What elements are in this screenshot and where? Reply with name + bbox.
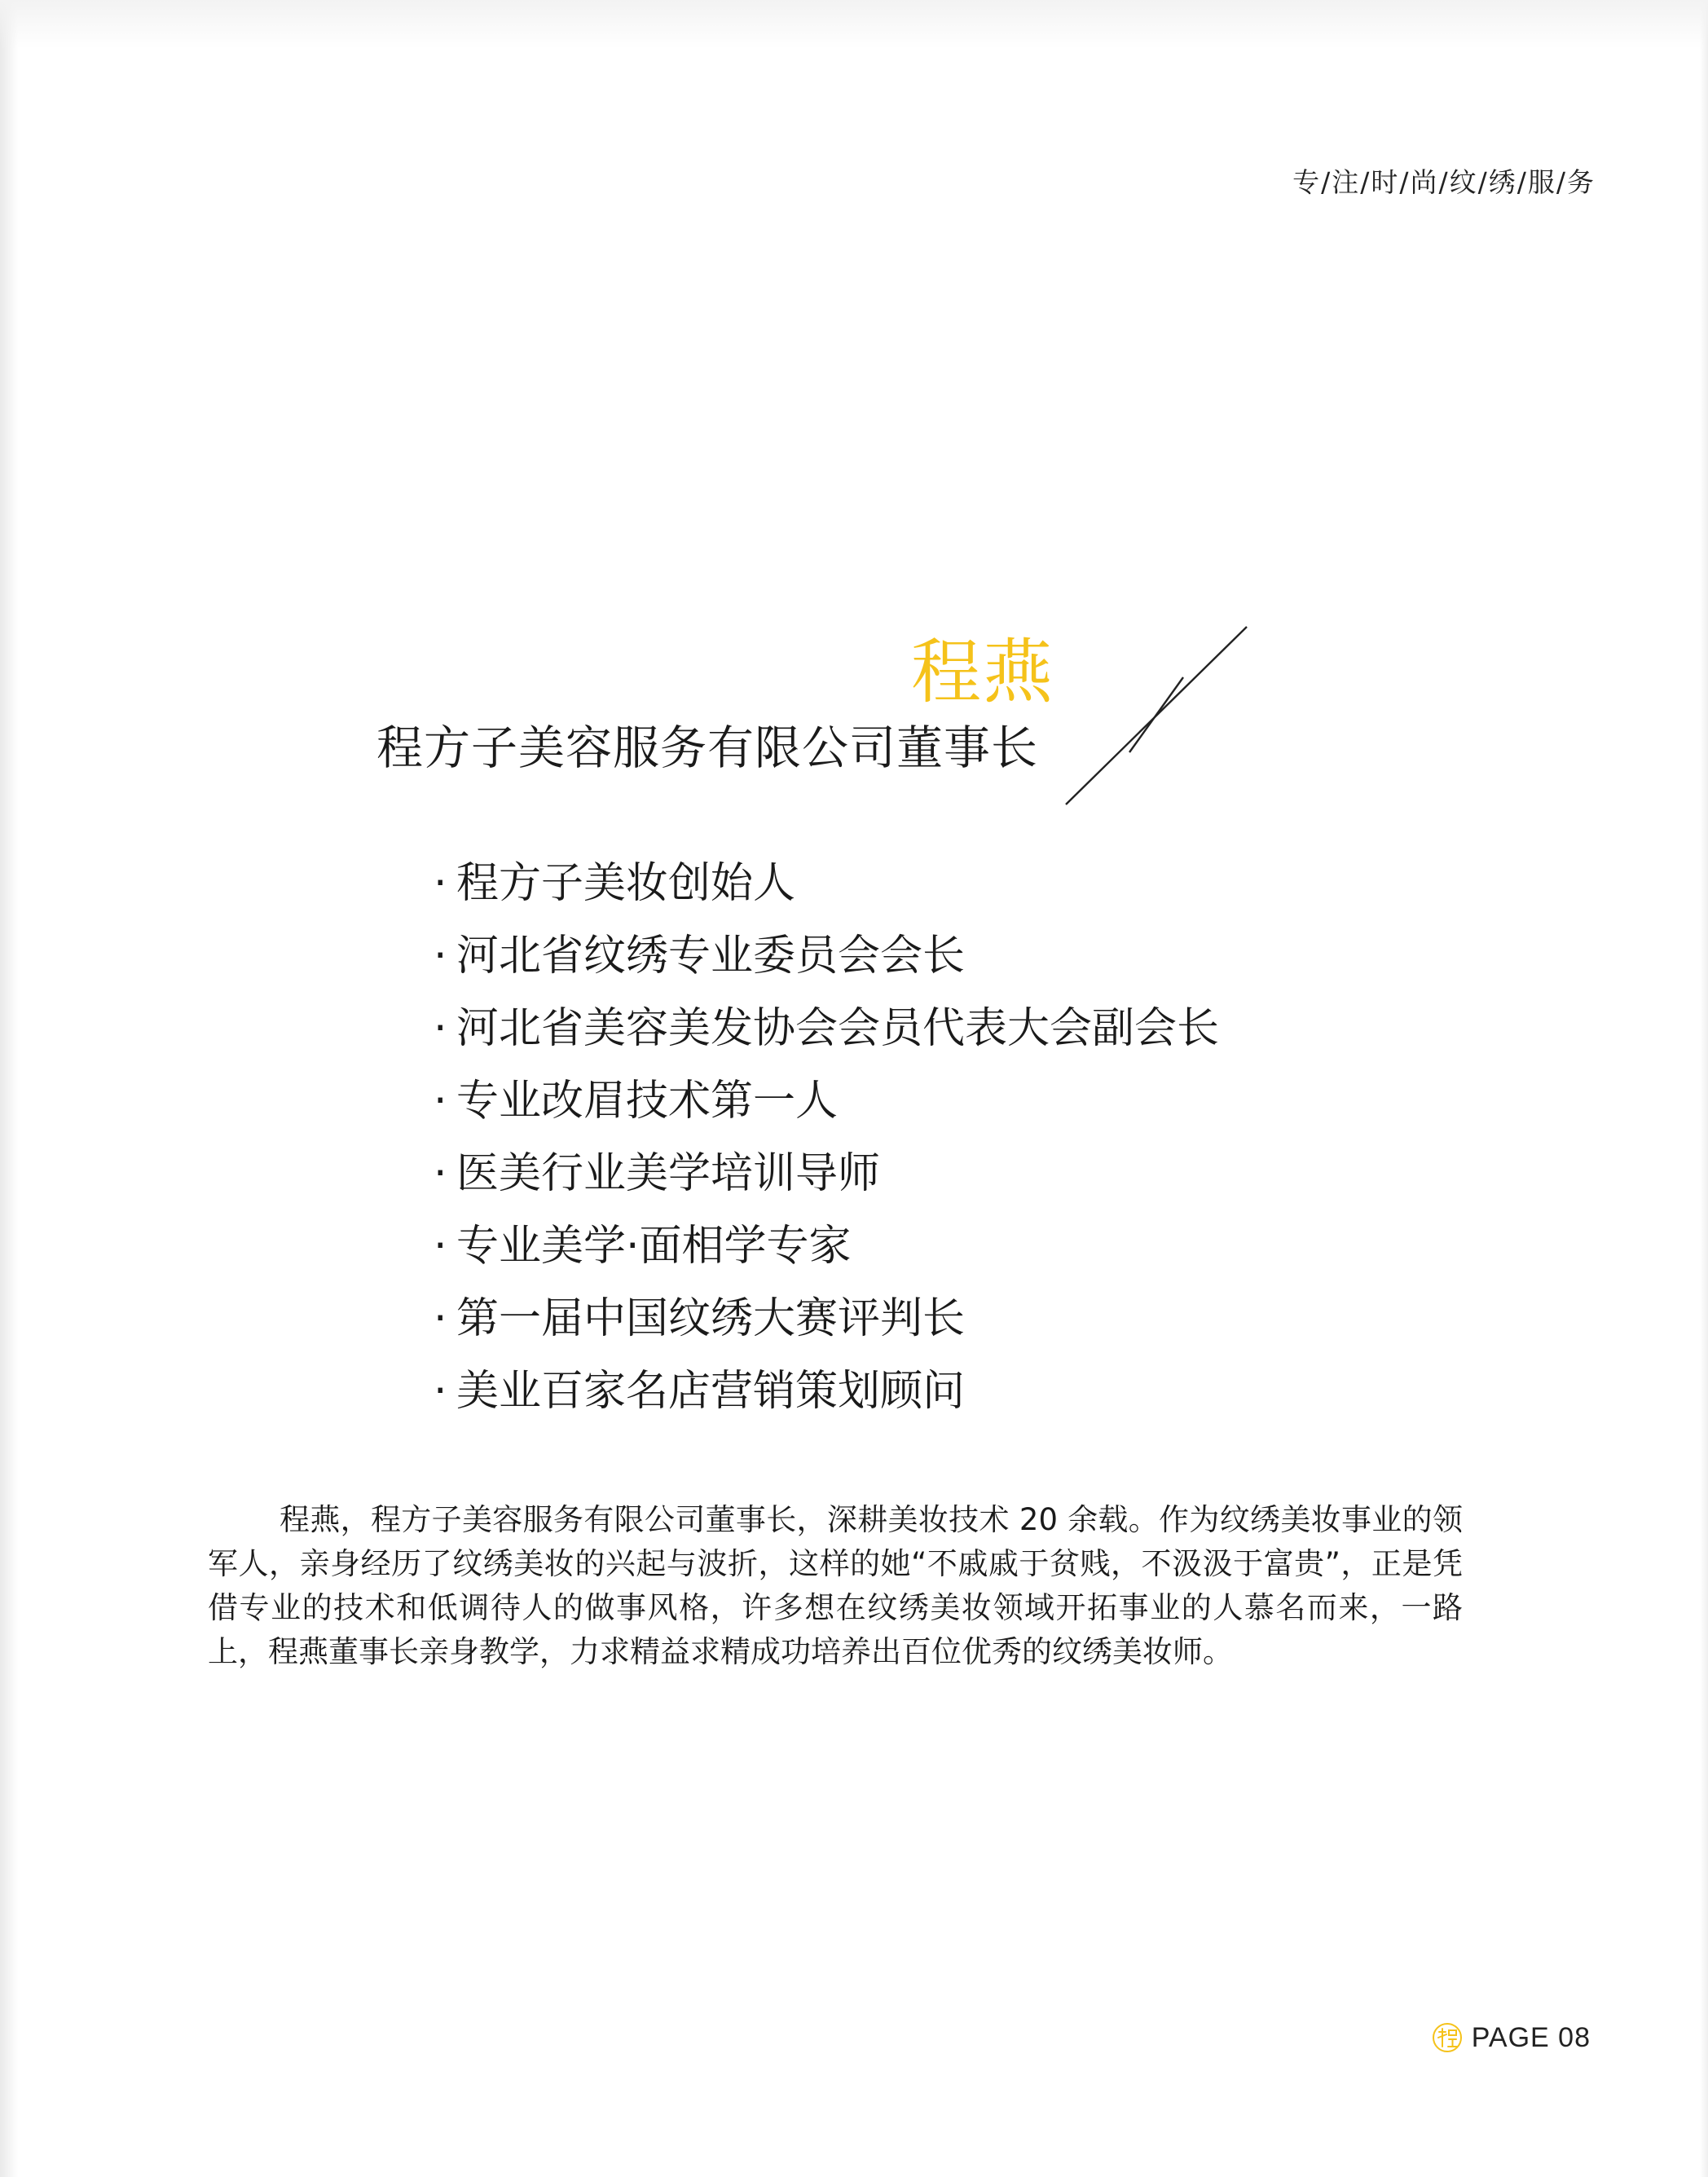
scan-edge [1700, 0, 1708, 2177]
roles-list [434, 848, 1219, 1428]
role-item [434, 848, 1219, 920]
page-footer [1431, 2021, 1591, 2054]
role-text: 河北省美容美发协会会员代表大会副会长 [456, 1004, 1220, 1053]
role-text: 美业百家名店营销策划顾问 [456, 1367, 966, 1416]
decorative-slash-lines [1059, 624, 1255, 811]
role-item [434, 993, 1219, 1065]
bullet-dot: · [434, 1077, 447, 1126]
bullet-dot: · [434, 1149, 447, 1198]
profile-title: 程方子美容服务有限公司董事长 [376, 721, 1038, 775]
bullet-dot: · [434, 1294, 447, 1343]
bullet-dot: · [434, 932, 447, 981]
role-item [434, 1138, 1219, 1210]
role-text: 程方子美妆创始人 [456, 859, 796, 908]
role-item [434, 1210, 1219, 1283]
role-item [434, 1283, 1219, 1355]
role-item [434, 920, 1219, 993]
role-text: 医美行业美学培训导师 [456, 1149, 881, 1198]
role-text: 河北省纹绣专业委员会会长 [456, 932, 966, 981]
role-item [434, 1355, 1219, 1428]
role-text: 专业美学·面相学专家 [456, 1222, 852, 1271]
bullet-dot: · [434, 859, 447, 908]
profile-name: 程燕 [911, 632, 1054, 713]
cheng-logo-icon [1431, 2021, 1464, 2054]
bullet-dot: · [434, 1367, 447, 1416]
bio-paragraph: 程燕，程方子美容服务有限公司董事长，深耕美妆技术 20 余载。作为纹绣美妆事业的领军人，亲身经历了纹绣美妆的兴起与波折，这样的她“不戚戚于贫贱，不汲汲于富贵”，正是凭借专业的技术和低调待人的做事风格，许多想在纹绣美妆领域开拓事业的人慕名而来，一路上，程燕董事长亲身教学，力求精益求精成功培养出百位优秀的纹绣美妆师。 [208, 1502, 1463, 1669]
role-item [434, 1065, 1219, 1138]
role-text: 专业改眉技术第一人 [456, 1077, 839, 1126]
bullet-dot: · [434, 1222, 447, 1271]
header-tagline: 专/注/时/尚/纹/绣/服/务 [1292, 166, 1596, 198]
page-number: PAGE 08 [1471, 2021, 1591, 2053]
scan-edge [0, 0, 18, 2177]
bullet-dot: · [434, 1004, 447, 1053]
scan-edge [0, 0, 1708, 49]
role-text: 第一届中国纹绣大赛评判长 [456, 1294, 966, 1343]
